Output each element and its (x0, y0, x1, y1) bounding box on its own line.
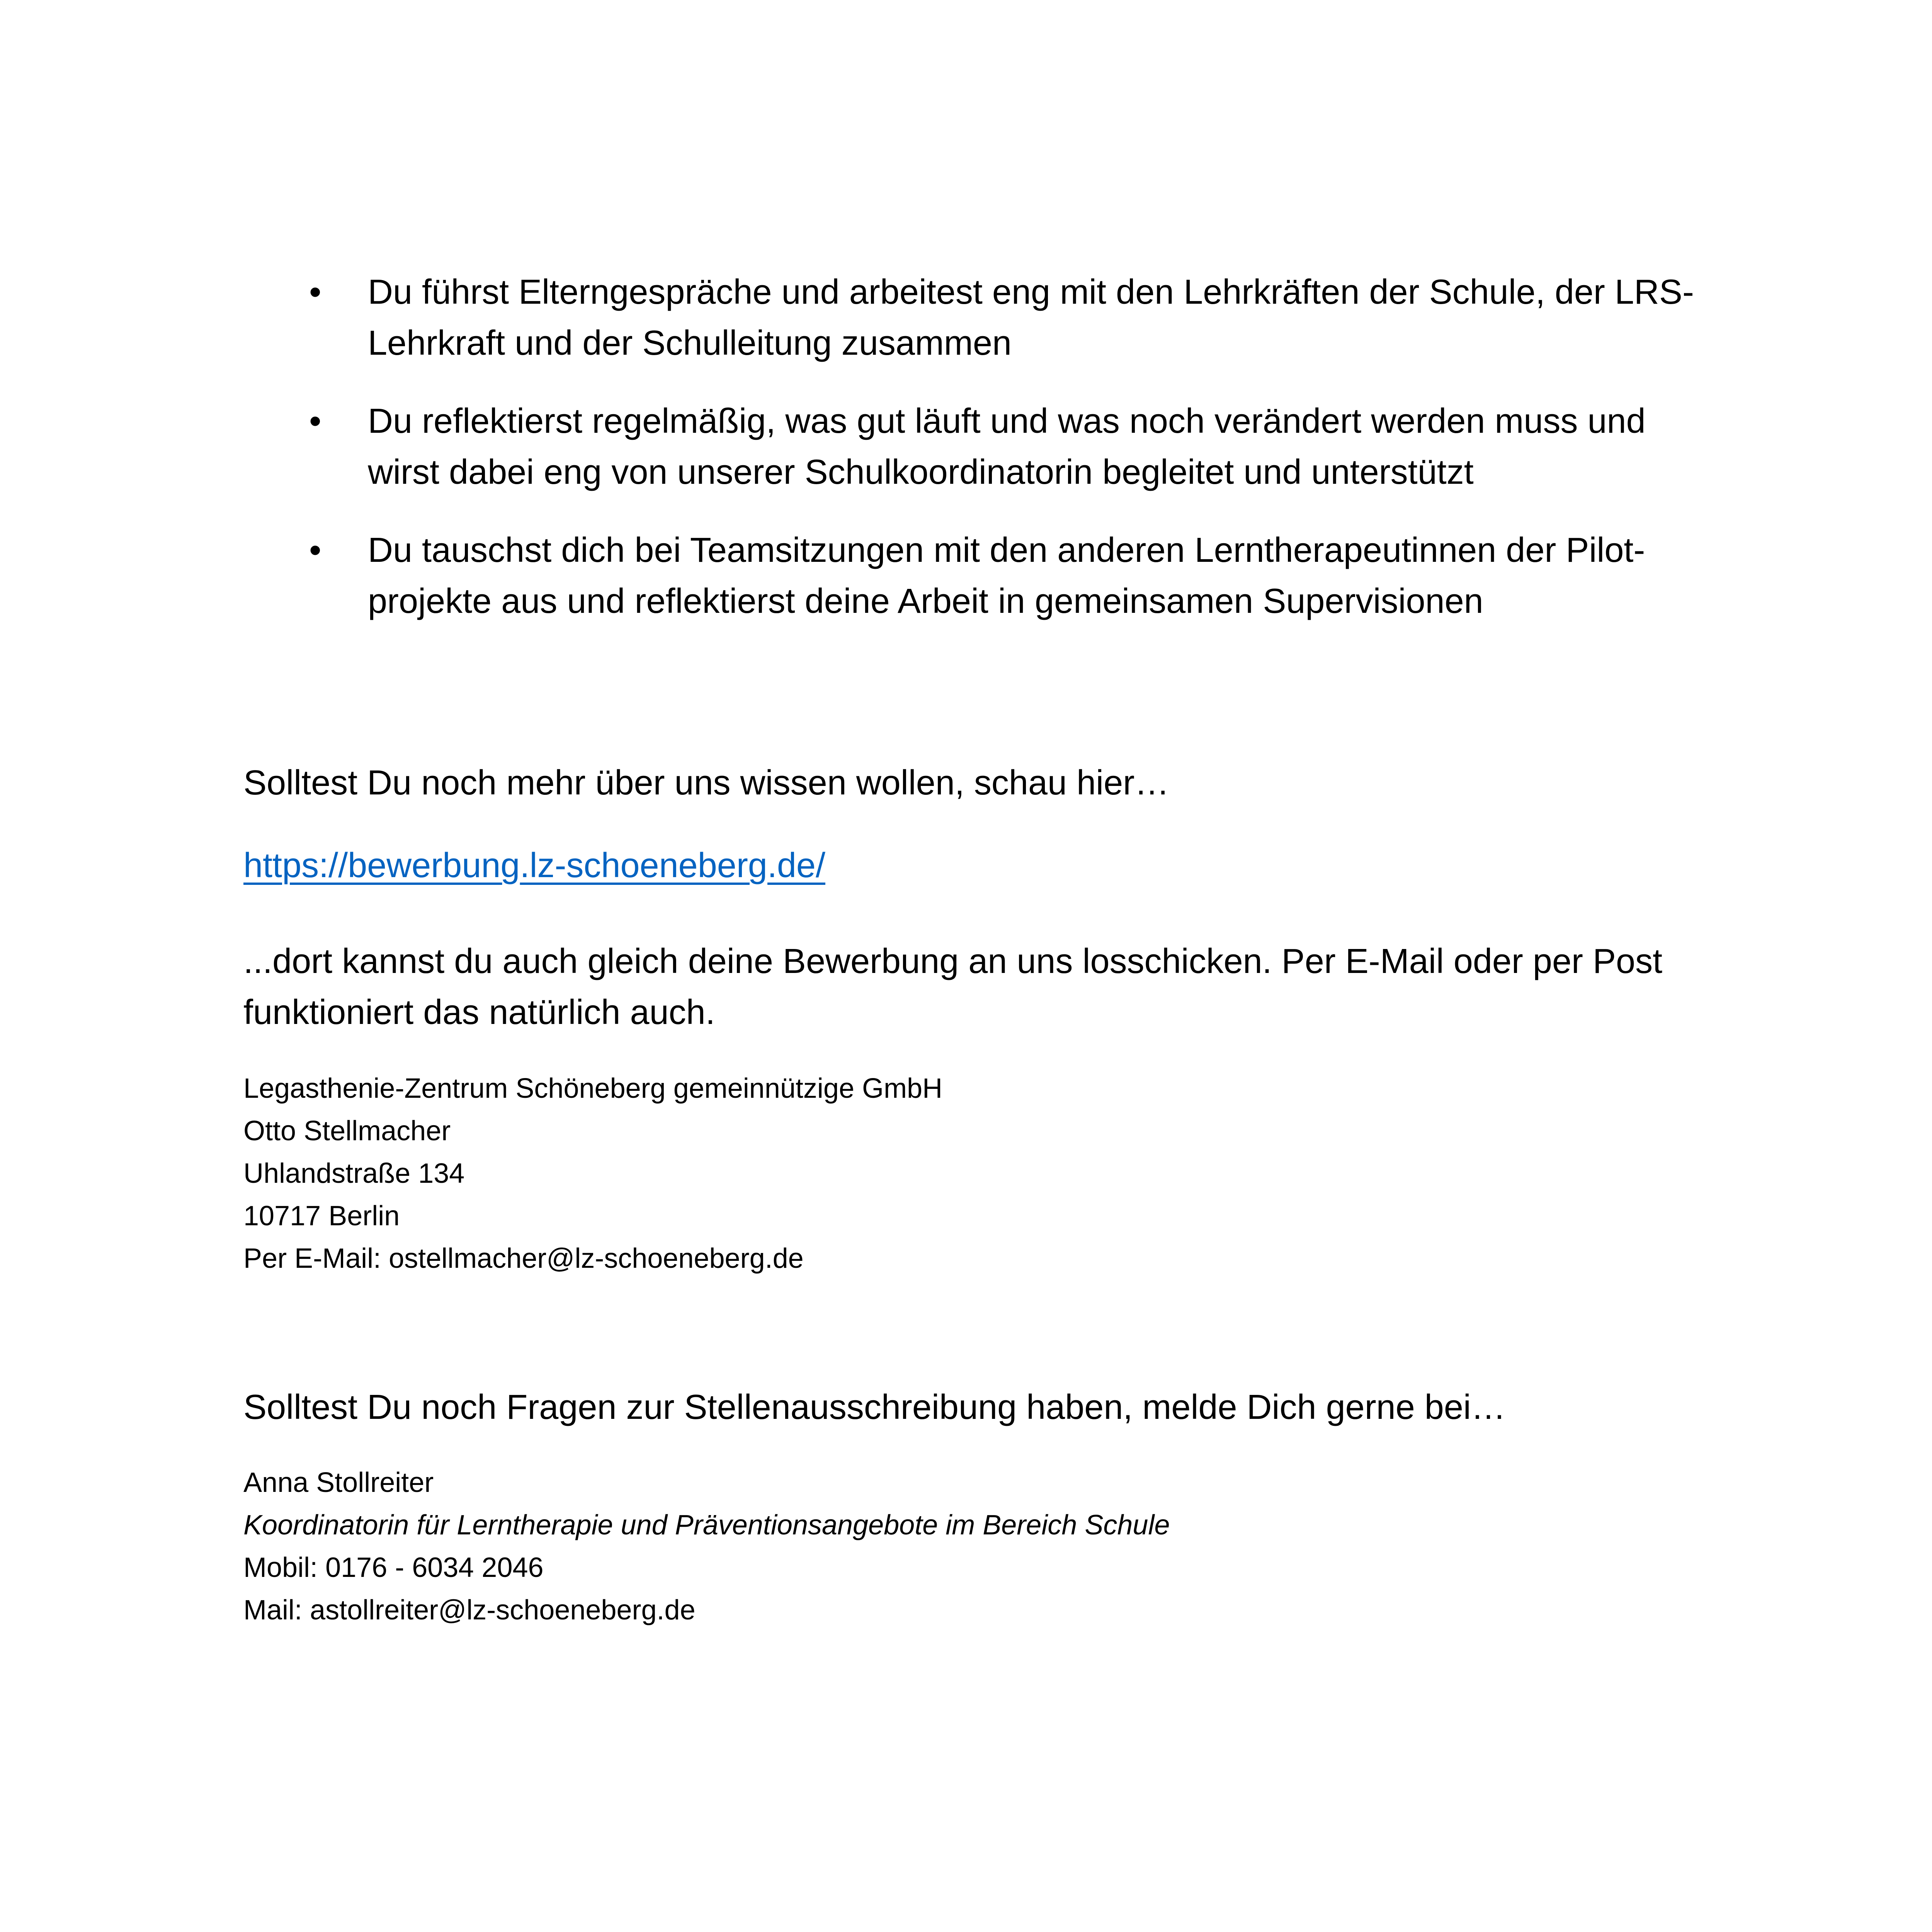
bullet-text-line: Du führst Elterngespräche und arbeitest eng mit den Lehrkräften der Schule, der LRS- (368, 273, 1694, 311)
postal-address-block (243, 1067, 1828, 1280)
apply-info-paragraph (243, 936, 1828, 1038)
apply-info-line: funktioniert das natürlich auch. (243, 993, 715, 1032)
contact-name: Anna Stollreiter (243, 1467, 434, 1498)
apply-info-line: ...dort kannst du auch gleich deine Bewerbung an uns losschicken. Per E-Mail oder per Post (243, 942, 1663, 981)
bullet-dot-icon: • (309, 531, 321, 570)
contact-person-block (243, 1461, 1828, 1631)
bullet-dot-icon: • (309, 402, 321, 440)
address-street: Uhlandstraße 134 (243, 1158, 465, 1189)
bullet-dot-icon: • (309, 273, 321, 311)
more-info-intro: Solltest Du noch mehr über uns wissen wollen, schau hier… (243, 764, 1170, 802)
address-city: 10717 Berlin (243, 1201, 400, 1231)
contact-role: Koordinatorin für Lerntherapie und Präventionsangebote im Bereich Schule (243, 1510, 1170, 1541)
contact-mobile: Mobil: 0176 - 6034 2046 (243, 1552, 544, 1583)
bullet-text-line: wirst dabei eng von unserer Schulkoordinatorin begleitet und unterstützt (368, 453, 1474, 492)
bullet-text-line: Du tauschst dich bei Teamsitzungen mit den anderen Lerntherapeutinnen der Pilot- (368, 531, 1645, 570)
application-link[interactable]: https://bewerbung.lz-schoeneberg.de/ (243, 846, 825, 885)
bullet-text-line: Du reflektierst regelmäßig, was gut läuft und was noch verändert werden muss und (368, 402, 1646, 440)
task-bullet-list (243, 267, 1828, 654)
bullet-item-team-meetings (243, 525, 1828, 627)
questions-intro: Solltest Du noch Fragen zur Stellenausschreibung haben, melde Dich gerne bei… (243, 1388, 1506, 1427)
bullet-item-reflection (243, 396, 1828, 498)
bullet-text-line: Lehrkraft und der Schulleitung zusammen (368, 324, 1012, 362)
bullet-text-line: projekte aus und reflektierst deine Arbeit in gemeinsamen Supervisionen (368, 582, 1483, 621)
bullet-item-parent-talks (243, 267, 1828, 369)
address-name: Otto Stellmacher (243, 1116, 451, 1146)
address-email: Per E-Mail: ostellmacher@lz-schoeneberg.de (243, 1243, 804, 1274)
application-link-paragraph (243, 840, 1828, 891)
address-org: Legasthenie-Zentrum Schöneberg gemeinnützige GmbH (243, 1073, 943, 1104)
contact-mail: Mail: astollreiter@lz-schoeneberg.de (243, 1595, 696, 1626)
